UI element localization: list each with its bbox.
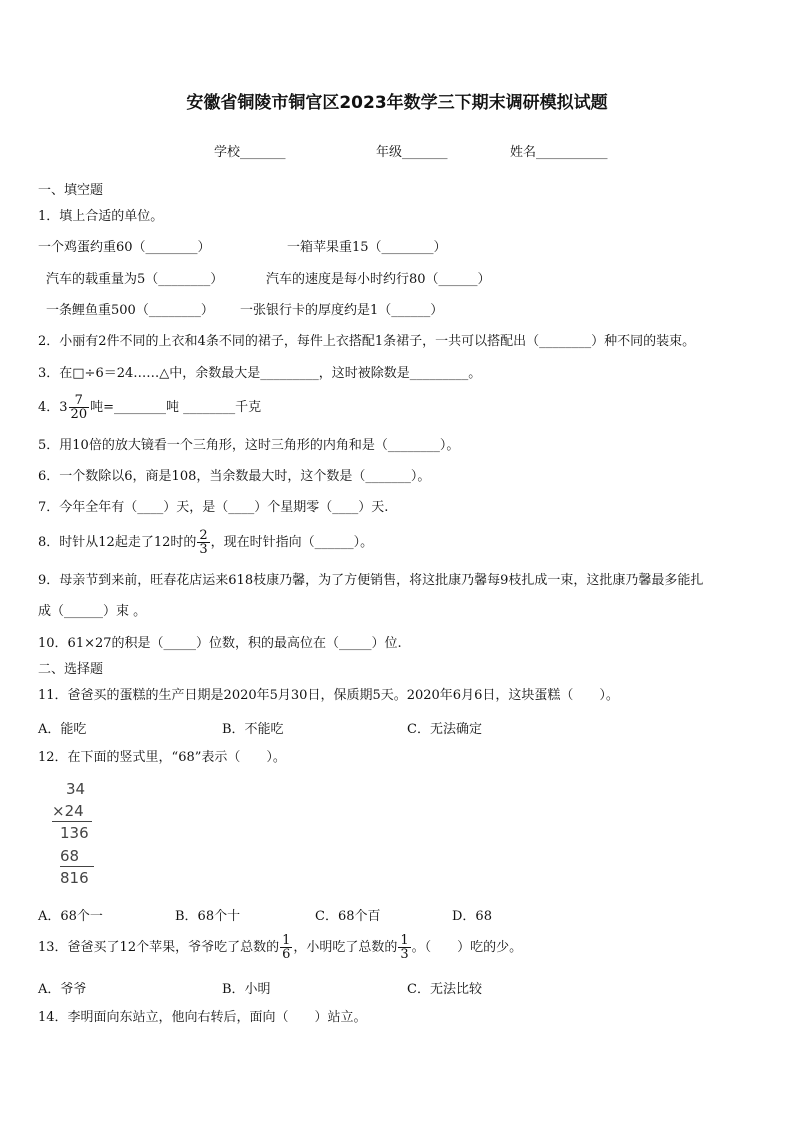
question-7: 7．今年全年有（____）天，是（____）个星期零（____）天. [38, 500, 389, 515]
fraction-denominator: 20 [70, 407, 88, 422]
question-13-option-b: B．小明 [222, 982, 271, 997]
question-8-post: ，现在时针指向（______）。 [210, 535, 374, 550]
question-13-pre: 13．爸爸买了12个苹果，爷爷吃了总数的 [38, 940, 280, 955]
grade-field: 年级_______ [376, 145, 448, 160]
question-1-stem: 1．填上合适的单位。 [38, 209, 164, 224]
question-4-fraction [69, 394, 90, 421]
question-4 [38, 394, 261, 421]
question-13 [38, 934, 522, 961]
question-3: 3．在□÷6＝24……△中，余数最大是_________，这时被除数是_________。 [38, 366, 482, 381]
question-13-mid: ，小明吃了总数的 [293, 940, 398, 955]
question-9-line-1: 9．母亲节到来前，旺春花店运来618枝康乃馨，为了方便销售，将这批康乃馨每9枝扎成一束，这批康乃馨最多能扎 [38, 573, 704, 588]
name-field: 姓名___________ [510, 145, 608, 160]
vertical-line-4: 68 [60, 847, 80, 865]
vertical-line-5: 816 [60, 869, 89, 887]
fraction-numerator: 2 [199, 528, 208, 543]
question-11-stem: 11．爸爸买的蛋糕的生产日期是2020年5月30日，保质期5天。2020年6月6日，这块蛋糕（ ）。 [38, 688, 619, 703]
fraction-denominator: 6 [282, 947, 291, 962]
question-13-option-a: A．爷爷 [38, 982, 87, 997]
question-8-pre: 8．时针从12起走了12时的 [38, 535, 197, 550]
question-1e: 一条鲤鱼重500（________） [46, 303, 214, 318]
section-fill-in: 一、填空题 [38, 183, 104, 198]
question-4-post: 吨=________吨 ________千克 [90, 400, 262, 415]
vertical-multiplication [52, 780, 102, 890]
question-2: 2．小丽有2件不同的上衣和4条不同的裙子，每件上衣搭配1条裙子，一共可以搭配出（________）种不同的装束。 [38, 334, 696, 349]
question-13-post: 。（ ）吃的少。 [411, 940, 523, 955]
question-10: 10．61×27的积是（_____）位数，积的最高位在（_____）位. [38, 636, 402, 651]
question-1a: 一个鸡蛋约重60（________） [38, 240, 211, 255]
vertical-divider-1 [52, 821, 92, 822]
question-11-option-a: A．能吃 [38, 722, 87, 737]
question-9-line-2: 成（______）束 。 [38, 604, 147, 619]
fraction-numerator: 1 [282, 933, 291, 948]
vertical-line-2: ×24 [52, 802, 84, 820]
vertical-divider-2 [60, 866, 94, 867]
fraction-denominator: 3 [400, 947, 409, 962]
question-14: 14．李明面向东站立，他向右转后，面向（ ）站立。 [38, 1010, 367, 1025]
vertical-line-1: 34 [66, 780, 86, 798]
question-6: 6．一个数除以6，商是108，当余数最大时，这个数是（_______）。 [38, 469, 431, 484]
question-1b: 一箱苹果重15（________） [287, 240, 447, 255]
question-11-option-b: B．不能吃 [222, 722, 284, 737]
question-1c: 汽车的载重量为5（________） [46, 272, 224, 287]
question-13-option-c: C．无法比较 [407, 982, 482, 997]
fraction-numerator: 7 [74, 393, 83, 408]
question-4-pre: 4．3 [38, 400, 68, 415]
question-12-option-c: C．68个百 [315, 909, 381, 924]
school-field: 学校_______ [214, 145, 286, 160]
fraction-numerator: 1 [400, 933, 409, 948]
vertical-line-3: 136 [60, 824, 89, 842]
question-13-fraction-1 [280, 934, 292, 961]
question-11-option-c: C．无法确定 [407, 722, 482, 737]
question-1d: 汽车的速度是每小时约行80（______） [266, 272, 491, 287]
question-12-stem: 12．在下面的竖式里，“68”表示（ ）。 [38, 750, 286, 765]
question-8-fraction [197, 529, 209, 556]
page-title: 安徽省铜陵市铜官区2023年数学三下期末调研模拟试题 [186, 93, 608, 113]
question-8 [38, 529, 373, 556]
question-5: 5．用10倍的放大镜看一个三角形，这时三角形的内角和是（________）。 [38, 438, 460, 453]
question-12-option-b: B．68个十 [175, 909, 241, 924]
fraction-denominator: 3 [199, 542, 208, 557]
question-12-option-d: D．68 [452, 909, 492, 924]
question-12-option-a: A．68个一 [38, 909, 103, 924]
question-13-fraction-2 [398, 934, 410, 961]
question-1f: 一张银行卡的厚度约是1（______） [240, 303, 444, 318]
section-choice: 二、选择题 [38, 662, 104, 677]
